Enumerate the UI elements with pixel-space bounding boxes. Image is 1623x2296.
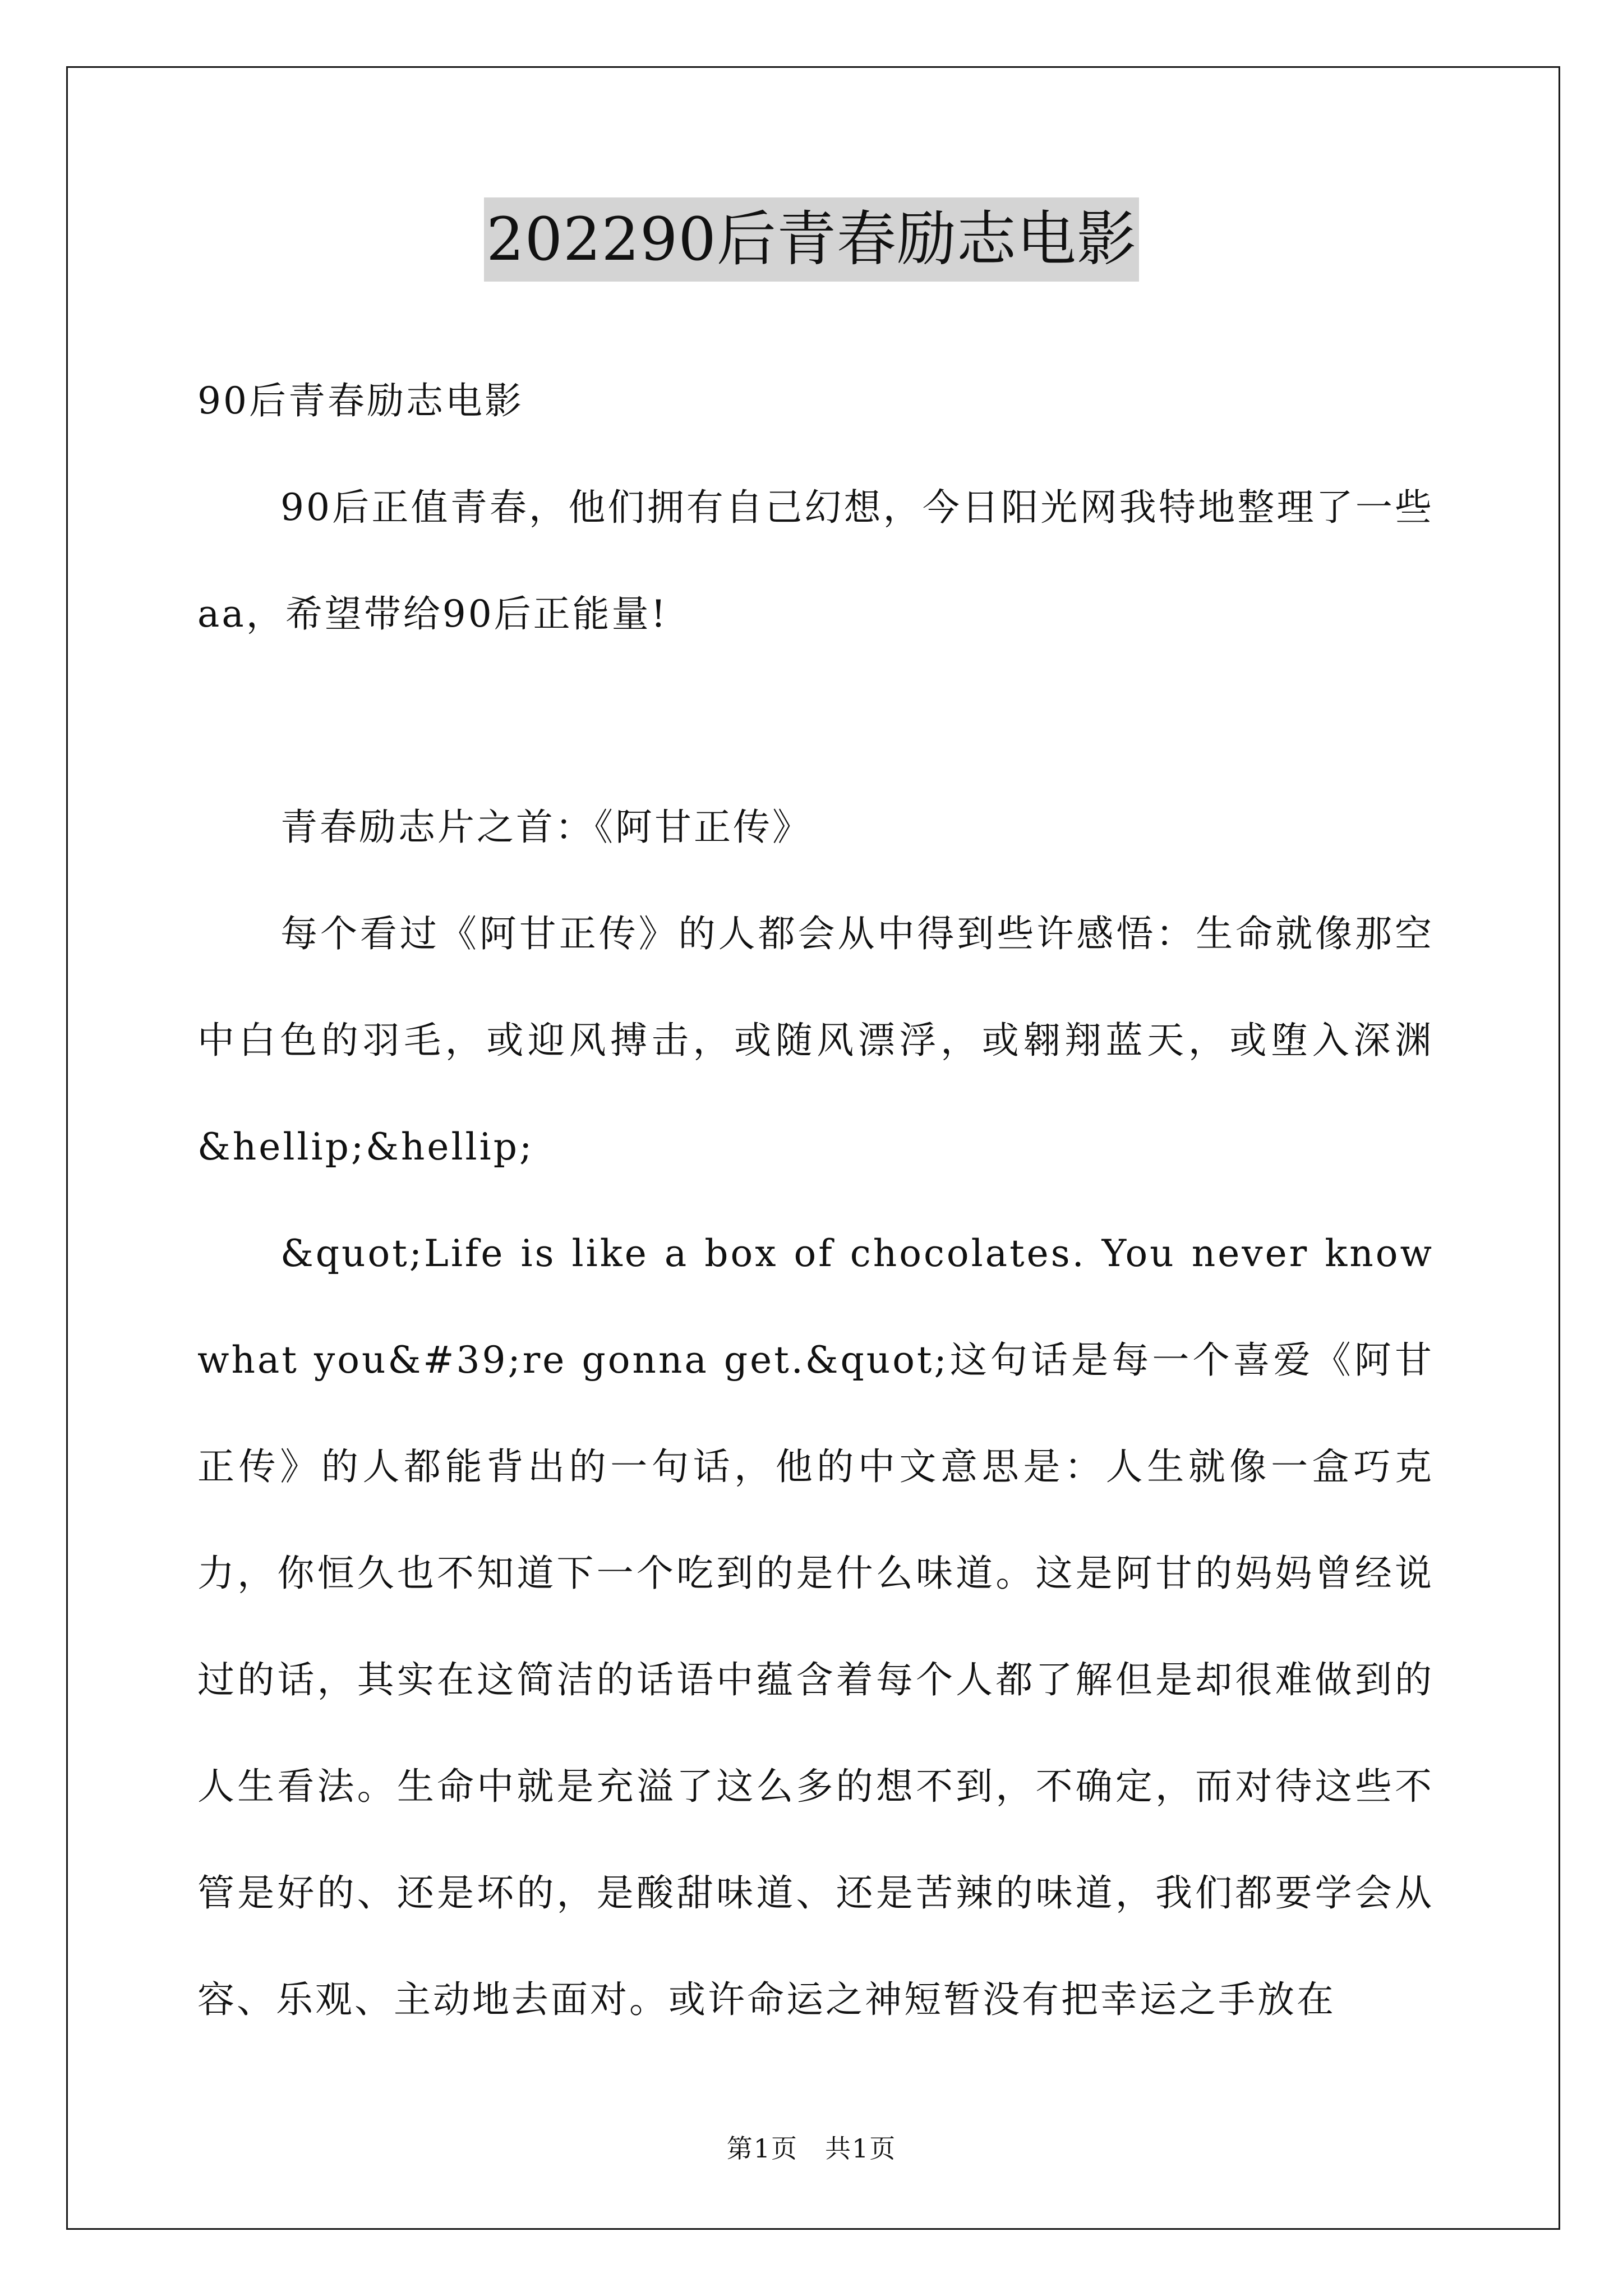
title-container xyxy=(0,197,1623,282)
document-subtitle: 90后青春励志电影 xyxy=(197,379,524,422)
section-heading: 青春励志片之首：《阿甘正传》 xyxy=(280,806,811,849)
body-paragraph-2: &quot;Life is like a box of chocolates. You never know what you&#39;re gonna get.&quot;这句话是每一个喜爱《阿甘正传》的人都能背出的一句话，他的中文意思是：人生就像一盒巧克力，你恒久也不知道下一个吃到的是什么味道。这是阿甘的妈妈曾经说过的话，其实在这简洁的话语中蕴含着每个人都了解但是却很难做到的人生看法。生命中就是充溢了这么多的想不到，不确定，而对待这些不管是好的、还是坏的，是酸甜味道、还是苦辣的味道，我们都要学会从容、乐观、主动地去面对。或许命运之神短暂没有把幸运之手放在 xyxy=(197,1232,1434,2021)
body-paragraph-1: 每个看过《阿甘正传》的人都会从中得到些许感悟：生命就像那空中白色的羽毛，或迎风搏击，或随风漂浮，或翱翔蓝天，或堕入深渊&hellip;&hellip; xyxy=(197,912,1434,1168)
document-body xyxy=(197,348,1434,2053)
page-footer: 第1页 共1页 xyxy=(726,2133,897,2164)
paragraph-spacer xyxy=(197,668,1434,774)
intro-paragraph: 90后正值青春，他们拥有自己幻想，今日阳光网我特地整理了一些aa，希望带给90后正能量! xyxy=(197,486,1434,636)
document-title: 202290后青春励志电影 xyxy=(484,197,1139,282)
